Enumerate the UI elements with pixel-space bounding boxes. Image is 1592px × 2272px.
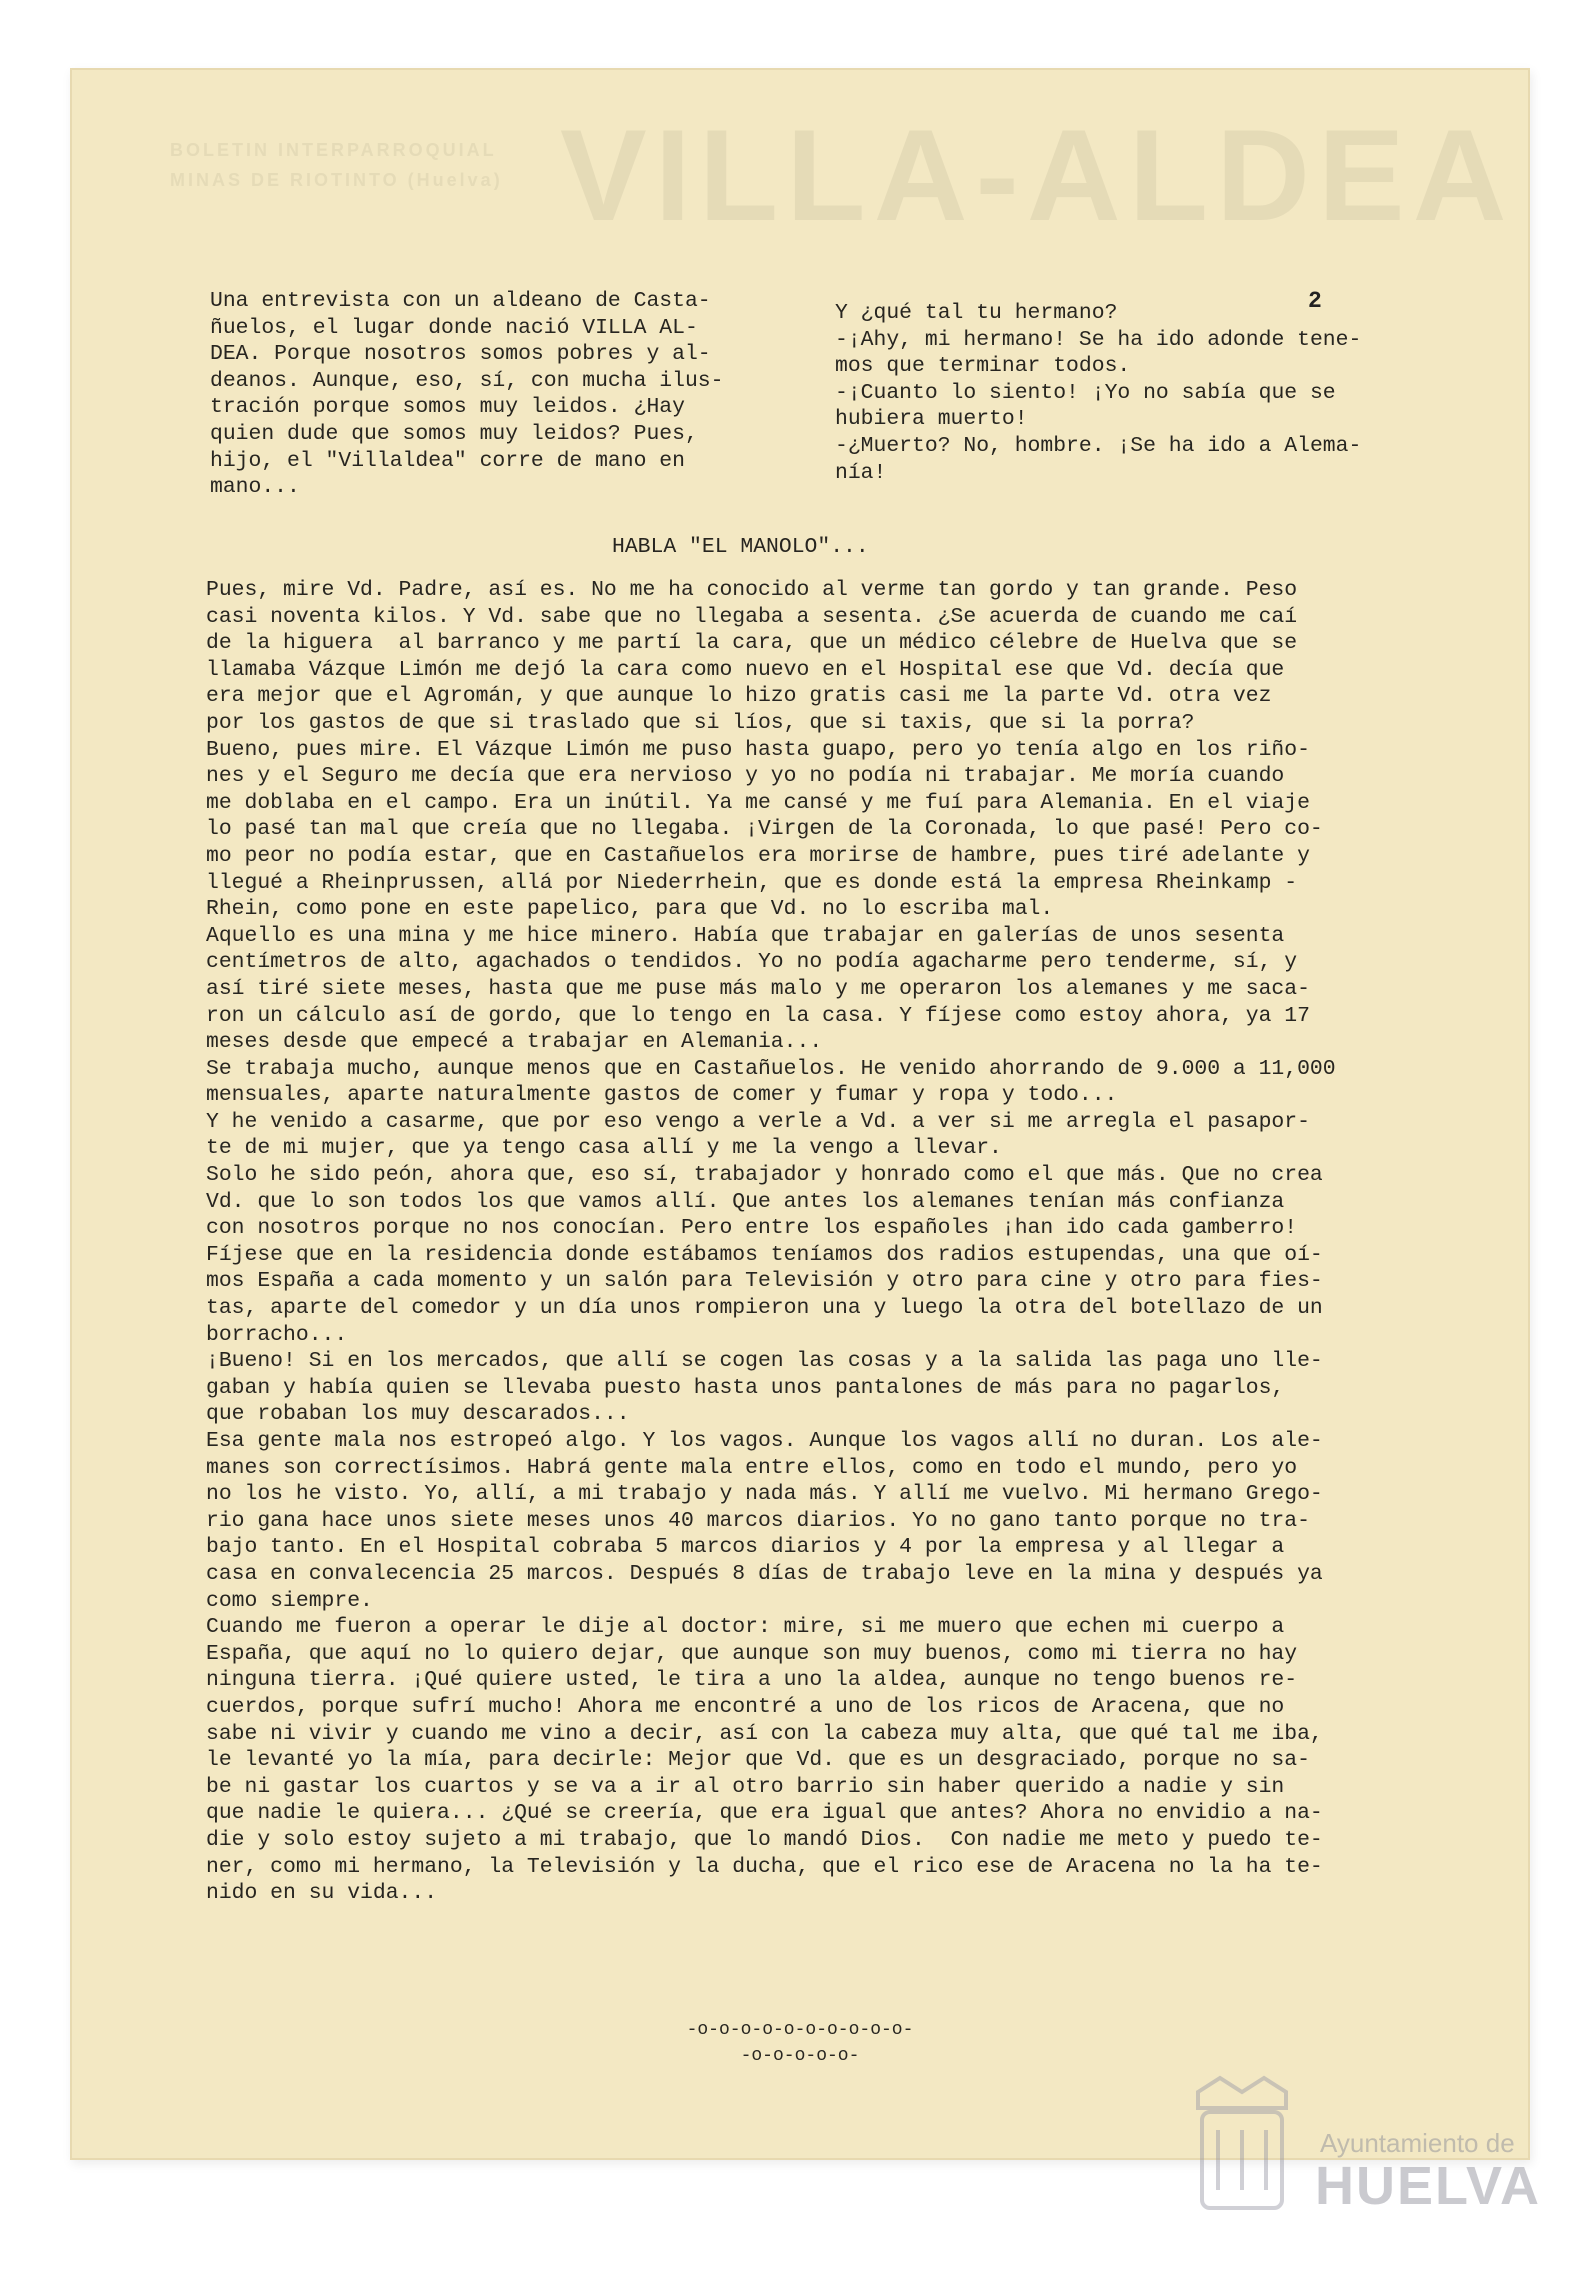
watermark-line-2: MINAS DE RIOTINTO (Huelva) xyxy=(170,170,503,190)
intro-right-column: Y ¿qué tal tu hermano? -¡Ahy, mi hermano! Se ha ido adonde tene- mos que terminar todos. -¡Cuanto lo siento! ¡Yo no sabía que se hubiera muerto! -¿Muerto? No, hombre. ¡Se ha ido a Alema- nía! xyxy=(835,301,1362,485)
stamp-line-2: HUELVA xyxy=(1315,2156,1541,2216)
watermark-title: VILLA-ALDEA xyxy=(560,102,1515,248)
watermark-subtitle xyxy=(170,135,503,195)
interview-body: Pues, mire Vd. Padre, así es. No me ha conocido al verme tan gordo y tan grande. Peso casi noventa kilos. Y Vd. sabe que no llegaba a sesenta. ¿Se acuerda de cuando me caí de la higuera al barranco y me partí la cara, que un médico célebre de Huelva que se llamaba Vázque Limón me dejó la cara como nuevo en el Hospital ese que Vd. decía que era mejor que el Agromán, y que aunque lo hizo gratis casi me la parte Vd. otra vez por los gastos de que si traslado que si líos, que si taxis, que si la porra? Bueno, pues mire. El Vázque Limón me puso hasta guapo, pero yo tenía algo en los riño- nes y el Seguro me decía que era nervioso y yo no podía ni trabajar. Me moría cuando me doblaba en el campo. Era un inútil. Ya me cansé y me fuí para Alemania. En el viaje lo pasé tan mal que creía que no llegaba. ¡Virgen de la Coronada, lo que pasé! Pero co- mo peor no podía estar, que en Castañuelos era morirse de hambre, pues tiré adelante y llegué a Rheinprussen, allá por Niederrhein, que es donde está la empresa Rheinkamp - Rhein, como pone en este papelico, para que Vd. no lo escriba mal. Aquello es una mina y me hice minero. Había que trabajar en galerías de unos sesenta centímetros de alto, agachados o tendidos. Yo no podía agacharme pero tenderme, sí, y así tiré siete meses, hasta que me puse más malo y me operaron los alemanes y me saca- ron un cálculo así de gordo, que lo tengo en la casa. Y fíjese como estoy ahora, ya 17 meses desde que empecé a trabajar en Alemania... Se trabaja mucho, aunque menos que en Castañuelos. He venido ahorrando de 9.000 a 11,000 mensuales, aparte naturalmente gastos de comer y fumar y ropa y todo... Y he venido a casarme, que por eso vengo a verle a Vd. a ver si me arregla el pasapor- te de mi mujer, que ya tengo casa allí y me la vengo a llevar. Solo he sido peón, ahora que, eso sí, trabajador y honrado como el que más. Que no crea Vd. que lo son todos los que vamos allí. Que antes los alemanes tenían más confianza con nosotros porque no nos conocían. Pero entre los españoles ¡han ido cada gamberro! Fíjese que en la residencia donde estábamos teníamos dos radios estupendas, una que oí- mos España a cada momento y un salón para Televisión y otro para cine y otro para fies- tas, aparte del comedor y un día unos rompieron una y luego la otra del botellazo de un borracho... ¡Bueno! Si en los mercados, que allí se cogen las cosas y a la salida las paga uno lle- gaban y había quien se llevaba puesto hasta unos pantalones de más para no pagarlos, que robaban los muy descarados... Esa gente mala nos estropeó algo. Y los vagos. Aunque los vagos allí no duran. Los ale- manes son correctísimos. Habrá gente mala entre ellos, como en todo el mundo, pero yo no los he visto. Yo, allí, a mi trabajo y nada más. Y allí me vuelvo. Mi hermano Grego- rio gana hace unos siete meses unos 40 marcos diarios. Yo no gano tanto porque no tra- bajo tanto. En el Hospital cobraba 5 marcos diarios y 4 por la empresa y al llegar a casa en convalecencia 25 marcos. Después 8 días de trabajo leve en la mina y después ya como siempre. Cuando me fueron a operar le dije al doctor: mire, si me muero que echen mi cuerpo a España, que aquí no lo quiero dejar, que aunque son muy buenos, como mi tierra no hay ninguna tierra. ¡Qué quiere usted, le tira a uno la aldea, aunque no tengo buenos re- cuerdos, porque sufrí mucho! Ahora me encontré a uno de los ricos de Aracena, que no sabe ni vivir y cuando me vino a decir, así con la cabeza muy alta, que qué tal me iba, le levanté yo la mía, para decirle: Mejor que Vd. que es un desgraciado, porque no sa- be ni gastar los cuartos y se va a ir al otro barrio sin haber querido a nadie y sin que nadie le quiera... ¿Qué se creería, que era igual que antes? Ahora no envidio a na- die y solo estoy sujeto a mi trabajo, que lo mandó Dios. Con nadie me meto y puedo te- ner, como mi hermano, la Televisión y la ducha, que el rico ese de Aracena no la ha te- nido en su vida... xyxy=(206,578,1336,1906)
section-heading: HABLA "EL MANOLO"... xyxy=(612,535,869,559)
watermark-line-1: BOLETIN INTERPARROQUIAL xyxy=(170,140,497,160)
stamp-line-1: Ayuntamiento de xyxy=(1320,2128,1515,2158)
separator-short: -o-o-o-o-o- xyxy=(740,2046,860,2066)
intro-left-column: Una entrevista con un aldeano de Casta- ñuelos, el lugar donde nació VILLA AL- DEA. Porque nosotros somos pobres y al- deanos. Aunque, eso, sí, con mucha ilus- tración porque somos muy leidos. ¿Hay quien dude que somos muy leidos? Pues, hijo, el "Villaldea" corre de mano en mano... xyxy=(210,289,724,500)
separator-long: -o-o-o-o-o-o-o-o-o-o- xyxy=(686,2020,914,2040)
page-number: 2 xyxy=(1308,288,1322,314)
